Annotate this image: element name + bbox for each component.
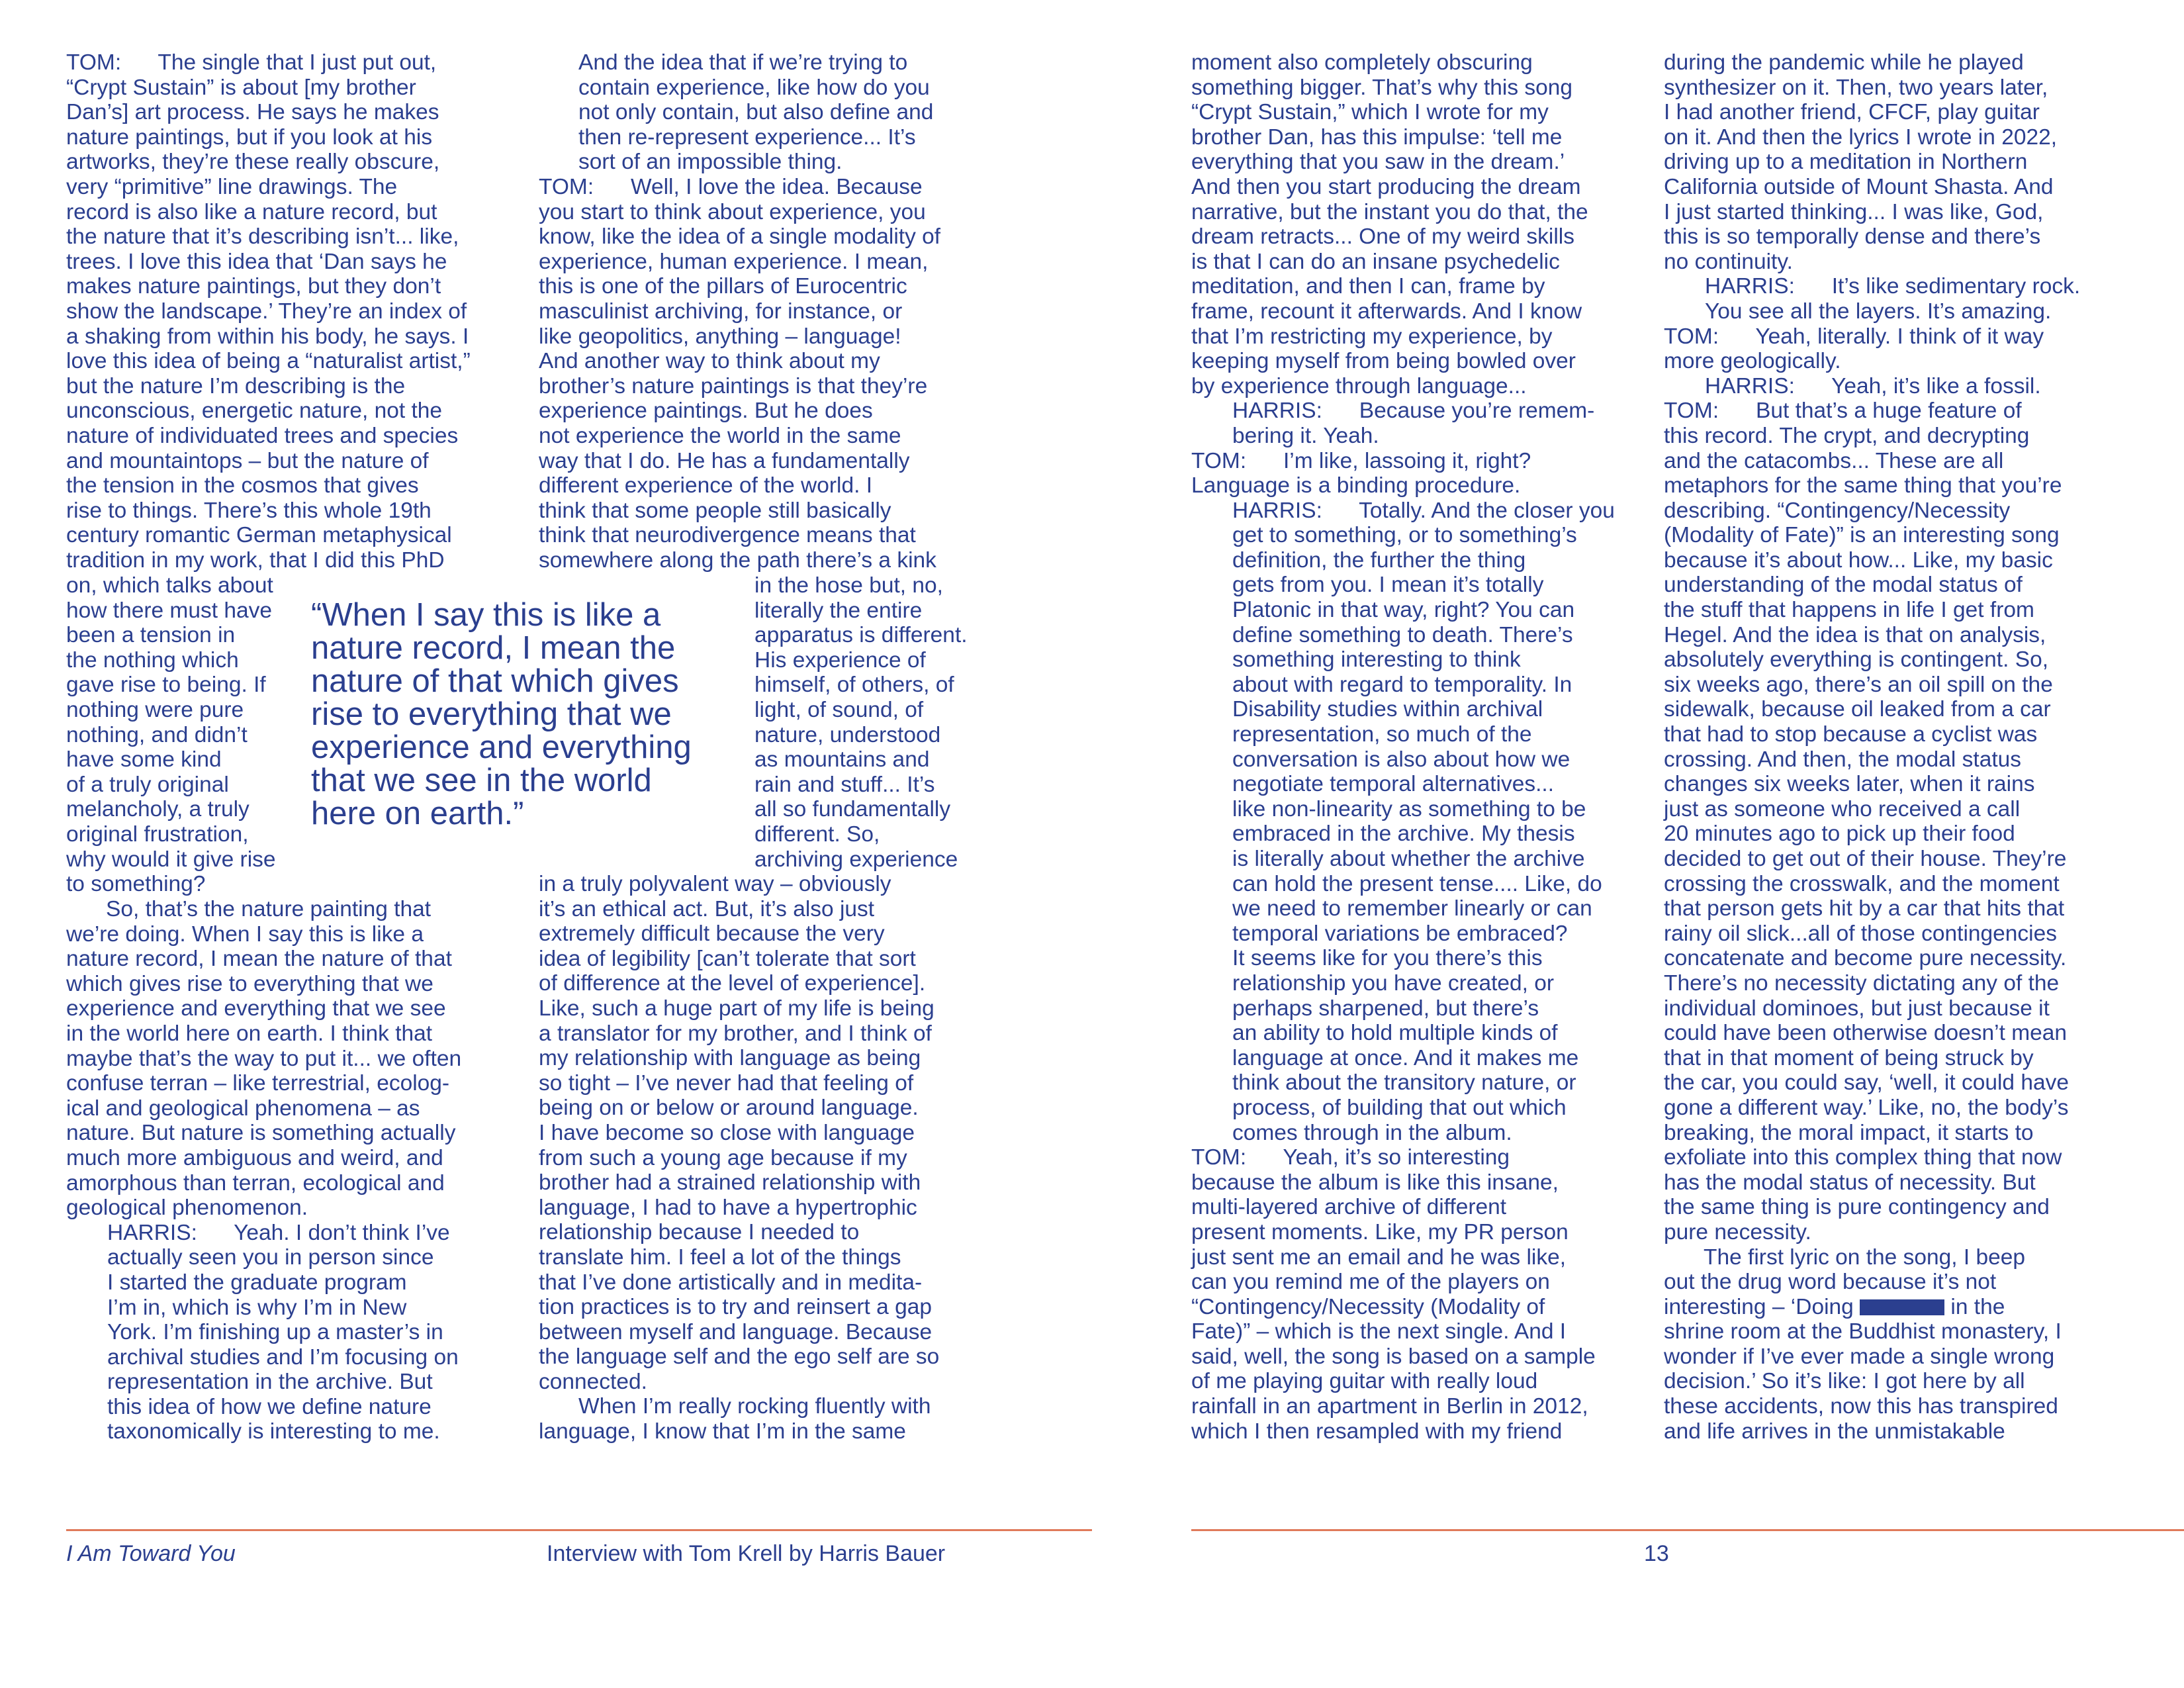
column-2-wrap	[754, 573, 968, 872]
text-line: get to something, or to something’s	[1232, 523, 1577, 548]
text-line: exfoliate into this complex thing that now	[1664, 1145, 2062, 1170]
text-line: definition, the further the thing	[1232, 547, 1526, 573]
text-line: geological phenomenon.	[66, 1196, 308, 1221]
text-line: decision.’ So it’s like: I got here by all	[1664, 1369, 2025, 1394]
text-line: HARRIS: Yeah. I don’t think I’ve	[107, 1220, 450, 1245]
text-line: nature record, I mean the	[311, 630, 676, 666]
text-line: is that I can do an insane psychedelic	[1191, 249, 1560, 274]
text-line: contain experience, like how do you	[578, 75, 930, 100]
text-line: that in that moment of being struck by	[1664, 1045, 2034, 1070]
text-line: His experience of	[754, 647, 926, 673]
text-line: I had another friend, CFCF, play guitar	[1664, 100, 2040, 125]
text-line: unconscious, energetic nature, not the	[66, 399, 443, 424]
column-1-wrap	[66, 573, 276, 897]
text-line: you start to think about experience, you	[539, 199, 926, 224]
text-line: actually seen you in person since	[107, 1245, 434, 1270]
text-line: nature record, I mean the nature of that	[66, 947, 452, 972]
text-line: TOM: Yeah, literally. I think of it way	[1664, 324, 2044, 349]
text-line: to something?	[66, 872, 206, 897]
text-line: brother Dan, has this impulse: ‘tell me	[1191, 124, 1563, 150]
text-line: as mountains and	[754, 747, 930, 773]
text-line: (Modality of Fate)” is an interesting song	[1664, 523, 2060, 548]
text-line: crossing. And then, the modal status	[1664, 747, 2022, 772]
text-line: HARRIS: It’s like sedimentary rock.	[1705, 274, 2081, 299]
text-line: sort of an impossible thing.	[578, 150, 842, 175]
text-line: driving up to a meditation in Northern	[1664, 150, 2028, 175]
text-line: experience paintings. But he does	[539, 399, 873, 424]
text-line: the car, you could say, ‘well, it could have	[1664, 1070, 2070, 1096]
text-line: TOM: Yeah, it’s so interesting	[1191, 1145, 1510, 1170]
text-line: record is also like a nature record, but	[66, 199, 437, 224]
text-line: relationship because I needed to	[539, 1220, 860, 1245]
text-line: comes through in the album.	[1232, 1120, 1512, 1145]
text-line: crossing the crosswalk, and the moment	[1664, 871, 2060, 896]
text-line: of difference at the level of experience].	[539, 971, 926, 996]
text-line: I have become so close with language	[539, 1120, 915, 1145]
text-line: the tension in the cosmos that gives	[66, 473, 419, 498]
text-line: perhaps sharpened, but there’s	[1232, 996, 1539, 1021]
text-line: just as someone who received a call	[1664, 796, 2021, 821]
text-line: And then you start producing the dream	[1191, 174, 1581, 199]
text-line: I’m in, which is why I’m in New	[107, 1295, 407, 1320]
text-line: gone a different way.’ Like, no, the body’s	[1664, 1095, 2069, 1120]
text-line: not only contain, but also define and	[578, 100, 934, 125]
column-1-bottom	[66, 897, 461, 1444]
redaction-bar	[1860, 1299, 1944, 1315]
text-line: HARRIS: Because you’re remem-	[1232, 399, 1595, 424]
text-line: relationship you have created, or	[1232, 970, 1555, 996]
text-line: we need to remember linearly or can	[1232, 896, 1592, 921]
text-line: representation, so much of the	[1232, 722, 1532, 747]
text-line: how there must have	[66, 598, 272, 623]
text-line: in the world here on earth. I think that	[66, 1021, 433, 1046]
text-line: Platonic in that way, right? You can	[1232, 598, 1575, 623]
text-line: nothing, and didn’t	[66, 722, 248, 747]
text-line: maybe that’s the way to put it... we often	[66, 1046, 462, 1071]
column-2-top	[578, 50, 933, 175]
text-line: has the modal status of necessity. But	[1664, 1170, 2036, 1195]
text-line: is literally about whether the archive	[1232, 847, 1585, 871]
col4-paragraph-second: out the drug word because it’s not	[1664, 1270, 1997, 1295]
column-2-mid	[539, 175, 940, 573]
col1-text	[66, 50, 471, 573]
text-line: conversation is also about how we	[1232, 747, 1570, 772]
text-line: individual dominoes, but just because it	[1664, 996, 2050, 1021]
text-line: rainy oil slick...all of those contingencies	[1664, 921, 2057, 946]
text-line: representation in the archive. But	[107, 1370, 433, 1395]
col4-paragraph-first: The first lyric on the song, I beep	[1704, 1244, 2025, 1270]
text-line: then re-represent experience... It’s	[578, 124, 916, 150]
text-line: different. So,	[754, 821, 880, 847]
text-line: something interesting to think	[1232, 647, 1521, 673]
text-line: extremely difficult because the very	[539, 921, 885, 947]
text-line: my relationship with language as being	[539, 1046, 921, 1071]
text-line: So, that’s the nature painting that	[106, 897, 432, 921]
text-line: amorphous than terran, ecological and	[66, 1170, 445, 1196]
text-line: “Contingency/Necessity (Modality of	[1191, 1294, 1545, 1319]
text-line: absolutely everything is contingent. So,	[1664, 647, 2049, 673]
text-line: in the hose but, no,	[754, 573, 943, 598]
text-line: TOM: Well, I love the idea. Because	[539, 175, 923, 199]
text-line: very “primitive” line drawings. The	[66, 174, 398, 199]
text-line: so tight – I’ve never had that feeling of	[539, 1070, 914, 1096]
text-line: sidewalk, because oil leaked from a car	[1664, 697, 2051, 722]
text-line: have some kind	[66, 747, 222, 773]
text-line: these accidents, now this has transpired	[1664, 1394, 2058, 1419]
text-line: melancholy, a truly	[66, 797, 250, 822]
text-line: original frustration,	[66, 821, 249, 847]
text-line: can you remind me of the players on	[1191, 1270, 1550, 1295]
text-line: California outside of Mount Shasta. And	[1664, 174, 2054, 199]
text-line: And the idea that if we’re trying to	[578, 50, 908, 75]
text-line: Disability studies within archival	[1232, 697, 1543, 722]
text-line: artworks, they’re these really obscure,	[66, 150, 440, 175]
text-line: experience and everything that we see	[66, 996, 446, 1021]
text-line: nature, understood	[754, 722, 941, 747]
text-line: 20 minutes ago to pick up their food	[1664, 821, 2015, 847]
text-line: ical and geological phenomena – as	[66, 1096, 420, 1121]
text-line: something bigger. That’s why this song	[1191, 75, 1573, 100]
text-line: dream retracts... One of my weird skills	[1191, 224, 1574, 250]
text-line: archival studies and I’m focusing on	[107, 1344, 459, 1370]
text-line: this is so temporally dense and there’s	[1664, 224, 2041, 250]
text-line: which I then resampled with my friend	[1191, 1419, 1563, 1444]
text-line: we’re doing. When I say this is like a	[66, 921, 424, 947]
text-line: HARRIS: Totally. And the closer you	[1232, 498, 1615, 523]
text-line: frame, recount it afterwards. And I know	[1191, 299, 1582, 324]
text-line: on it. And then the lyrics I wrote in 2022,	[1664, 124, 2058, 150]
text-line: during the pandemic while he played	[1664, 50, 2024, 75]
text-line: because it’s about how... Like, my basic	[1664, 547, 2053, 573]
text-line: experience and everything	[311, 729, 692, 765]
footer-rule-left	[66, 1529, 1092, 1531]
text-line: brother had a strained relationship with	[539, 1170, 921, 1196]
text-line: trees. I love this idea that ‘Dan says he	[66, 249, 447, 274]
text-line: nature paintings, but if you look at his	[66, 124, 433, 150]
column-3	[1191, 50, 1615, 1444]
text-line: it’s an ethical act. But, it’s also just	[539, 896, 875, 921]
text-line: brother’s nature paintings is that they’re	[539, 373, 928, 399]
text-line: on, which talks about	[66, 573, 273, 598]
text-line: the nothing which	[66, 647, 239, 673]
text-line: temporal variations be embraced?	[1232, 921, 1568, 946]
text-line: that person gets hit by a car that hits that	[1664, 896, 2065, 921]
text-line: a shaking from within his body, he says. I	[66, 324, 469, 349]
text-line: “Crypt Sustain,” which I wrote for my	[1191, 100, 1549, 125]
text-line: and mountaintops – but the nature of	[66, 448, 429, 473]
text-line: embraced in the archive. My thesis	[1232, 821, 1575, 847]
text-line: changes six weeks later, when it rains	[1664, 772, 2035, 797]
text-line: no continuity.	[1664, 249, 1793, 274]
text-line: multi-layered archive of different	[1191, 1195, 1507, 1220]
text-line: present moments. Like, my PR person	[1191, 1219, 1569, 1244]
text-line: I started the graduate program	[107, 1270, 407, 1295]
text-line: “When I say this is like a	[311, 597, 661, 633]
text-line: nature of individuated trees and species	[66, 423, 459, 448]
text-line: the same thing is pure contingency and	[1664, 1195, 2050, 1220]
text-line: I just started thinking... I was like, God,	[1664, 199, 2044, 224]
text-line: When I’m really rocking fluently with	[578, 1394, 931, 1419]
text-line: everything that you saw in the dream.’	[1191, 150, 1565, 175]
text-line: tradition in my work, that I did this PhD	[66, 547, 445, 573]
text-line: masculinist archiving, for instance, or	[539, 299, 903, 324]
text-line: translate him. I feel a lot of the things	[539, 1244, 901, 1270]
text-line: way that I do. He has a fundamentally	[539, 448, 910, 473]
text-line: this is one of the pillars of Eurocentric	[539, 274, 907, 299]
text-line: archiving experience	[754, 847, 958, 872]
text-line: here on earth.”	[311, 796, 524, 831]
text-line: TOM: I’m like, lassoing it, right?	[1191, 448, 1531, 473]
text-line: more geologically.	[1664, 349, 1841, 374]
text-line: decided to get out of their house. They’re	[1664, 847, 2067, 871]
text-line: the language self and the ego self are so	[539, 1344, 940, 1370]
text-line: connected.	[539, 1369, 647, 1394]
text-line: that had to stop because a cyclist was	[1664, 722, 2038, 747]
text-line: shrine room at the Buddhist monastery, I	[1664, 1319, 2062, 1344]
text-line: rise to things. There’s this whole 19th	[66, 498, 432, 523]
text-line: being on or below or around language.	[539, 1096, 919, 1121]
text-line: TOM: But that’s a huge feature of	[1664, 399, 2022, 424]
text-line: somewhere along the path there’s a kink	[539, 547, 936, 573]
text-line: this record. The crypt, and decrypting	[1664, 423, 2030, 448]
text-line: about with regard to temporality. In	[1232, 672, 1572, 697]
text-line: nothing were pure	[66, 697, 244, 722]
text-line: confuse terran – like terrestrial, ecolog-	[66, 1071, 450, 1096]
text-line: It seems like for you there’s this	[1232, 946, 1543, 971]
text-line: pure necessity.	[1664, 1219, 1811, 1244]
text-line: understanding of the modal status of	[1664, 573, 2023, 598]
text-line: all so fundamentally	[754, 797, 951, 822]
text-line: this idea of how we define nature	[107, 1394, 432, 1419]
text-line: And another way to think about my	[539, 349, 880, 374]
column-2-bottom	[539, 872, 939, 1444]
text-line: think that neurodivergence means that	[539, 523, 916, 548]
col4-paragraph-third: interesting – ‘Doing in the	[1664, 1294, 2005, 1319]
text-line: why would it give rise	[66, 847, 276, 872]
text-line: a translator for my brother, and I think of	[539, 1021, 932, 1046]
text-line: that we see in the world	[311, 763, 652, 798]
text-line: think about the transitory nature, or	[1232, 1070, 1576, 1096]
text-line: taxonomically is interesting to me.	[107, 1419, 440, 1444]
text-line: century romantic German metaphysical	[66, 523, 452, 548]
text-line: been a tension in	[66, 623, 236, 648]
text-line: metaphors for the same thing that you’re	[1664, 473, 2062, 498]
text-line: negotiate temporal alternatives...	[1232, 772, 1555, 797]
text-line: synthesizer on it. Then, two years later,	[1664, 75, 2048, 100]
text-line: makes nature paintings, but they don’t	[66, 274, 441, 299]
text-line: “Crypt Sustain” is about [my brother	[66, 75, 416, 100]
text-line: the stuff that happens in life I get from	[1664, 598, 2034, 623]
text-line: apparatus is different.	[754, 623, 968, 648]
text-line: six weeks ago, there’s an oil spill on the	[1664, 672, 2053, 697]
text-line: that I’m restricting my experience, by	[1191, 324, 1553, 349]
text-line: of a truly original	[66, 772, 229, 797]
text-line: could have been otherwise doesn’t mean	[1664, 1021, 2067, 1046]
text-line: nature of that which gives	[311, 663, 679, 699]
text-line: of me playing guitar with really loud	[1191, 1369, 1538, 1394]
text-line: much more ambiguous and weird, and	[66, 1145, 443, 1170]
text-line: York. I’m finishing up a master’s in	[107, 1320, 443, 1345]
text-line: said, well, the song is based on a sample	[1191, 1344, 1596, 1369]
text-line: You see all the layers. It’s amazing.	[1705, 299, 2052, 324]
text-line: because the album is like this insane,	[1191, 1170, 1559, 1195]
text-line: describing. “Contingency/Necessity	[1664, 498, 2011, 523]
text-line: bering it. Yeah.	[1232, 423, 1379, 448]
text-line: tion practices is to try and reinsert a gap	[539, 1295, 932, 1320]
text-line: can hold the present tense.... Like, do	[1232, 871, 1602, 896]
text-line: breaking, the moral impact, it starts to	[1664, 1120, 2034, 1145]
text-line: and life arrives in the unmistakable	[1664, 1419, 2005, 1444]
text-line: an ability to hold multiple kinds of	[1232, 1021, 1558, 1046]
column-4	[1664, 50, 2080, 1444]
text-line: think that some people still basically	[539, 498, 891, 523]
text-line: language, I had to have a hypertrophic	[539, 1195, 917, 1220]
text-line: gets from you. I mean it’s totally	[1232, 573, 1544, 598]
column-1	[66, 50, 471, 573]
text-line: keeping myself from being bowled over	[1191, 349, 1576, 374]
text-line: not experience the world in the same	[539, 423, 901, 448]
text-line: nature. But nature is something actually	[66, 1121, 456, 1146]
footer-rule-right	[1191, 1529, 2184, 1531]
text-line: Language is a binding procedure.	[1191, 473, 1521, 498]
text-line: rain and stuff... It’s	[754, 772, 935, 797]
text-line: show the landscape.’ They’re an index of	[66, 299, 467, 324]
text-line: language at once. And it makes me	[1232, 1045, 1579, 1070]
text-line: himself, of others, of	[754, 673, 954, 698]
text-line: Like, such a huge part of my life is being	[539, 996, 934, 1021]
text-line: concatenate and become pure necessity.	[1664, 946, 2067, 971]
pull-quote	[311, 598, 692, 830]
text-line: define something to death. There’s	[1232, 622, 1573, 647]
text-line: Fate)” – which is the next single. And I	[1191, 1319, 1567, 1344]
text-line: in a truly polyvalent way – obviously	[539, 872, 891, 896]
text-line: know, like the idea of a single modality of	[539, 224, 941, 250]
text-line: which gives rise to everything that we	[66, 971, 433, 996]
text-line: just sent me an email and he was like,	[1191, 1244, 1567, 1270]
text-line: from such a young age because if my	[539, 1145, 907, 1170]
text-line: HARRIS: Yeah, it’s like a fossil.	[1705, 373, 2041, 399]
text-line: Hegel. And the idea is that on analysis,	[1664, 622, 2046, 647]
text-line: like geopolitics, anything – language!	[539, 324, 901, 349]
text-line: literally the entire	[754, 598, 923, 623]
text-line: experience, human experience. I mean,	[539, 249, 929, 274]
text-line: Dan’s] art process. He says he makes	[66, 100, 439, 125]
text-line: by experience through language...	[1191, 373, 1527, 399]
text-line: light, of sound, of	[754, 697, 924, 722]
text-line: wonder if I’ve ever made a single wrong	[1664, 1344, 2055, 1369]
text-line: language, I know that I’m in the same	[539, 1419, 906, 1444]
text-line: moment also completely obscuring	[1191, 50, 1533, 75]
text-line: meditation, and then I can, frame by	[1191, 274, 1545, 299]
text-line: like non-linearity as something to be	[1232, 796, 1586, 821]
page-number: 13	[1644, 1541, 1669, 1566]
text-line: different experience of the world. I	[539, 473, 873, 498]
text-line: narrative, but the instant you do that, the	[1191, 199, 1588, 224]
text-line: but the nature I’m describing is the	[66, 373, 406, 399]
text-line: TOM: The single that I just put out,	[66, 50, 437, 75]
text-line: that I’ve done artistically and in medita-	[539, 1270, 923, 1295]
text-line: idea of legibility [can’t tolerate that sort	[539, 946, 916, 971]
text-line: rise to everything that we	[311, 696, 672, 732]
text-line: and the catacombs... These are all	[1664, 448, 2004, 473]
text-line: There’s no necessity dictating any of the	[1664, 970, 2060, 996]
text-line: the nature that it’s describing isn’t... like,	[66, 224, 459, 250]
book-title: I Am Toward You	[66, 1541, 236, 1566]
text-line: love this idea of being a “naturalist artist,”	[66, 349, 471, 374]
text-line: between myself and language. Because	[539, 1319, 933, 1344]
running-head: Interview with Tom Krell by Harris Bauer	[547, 1541, 946, 1566]
text-line: gave rise to being. If	[66, 673, 266, 698]
text-line: rainfall in an apartment in Berlin in 2012,	[1191, 1394, 1588, 1419]
text-line: process, of building that out which	[1232, 1095, 1567, 1120]
